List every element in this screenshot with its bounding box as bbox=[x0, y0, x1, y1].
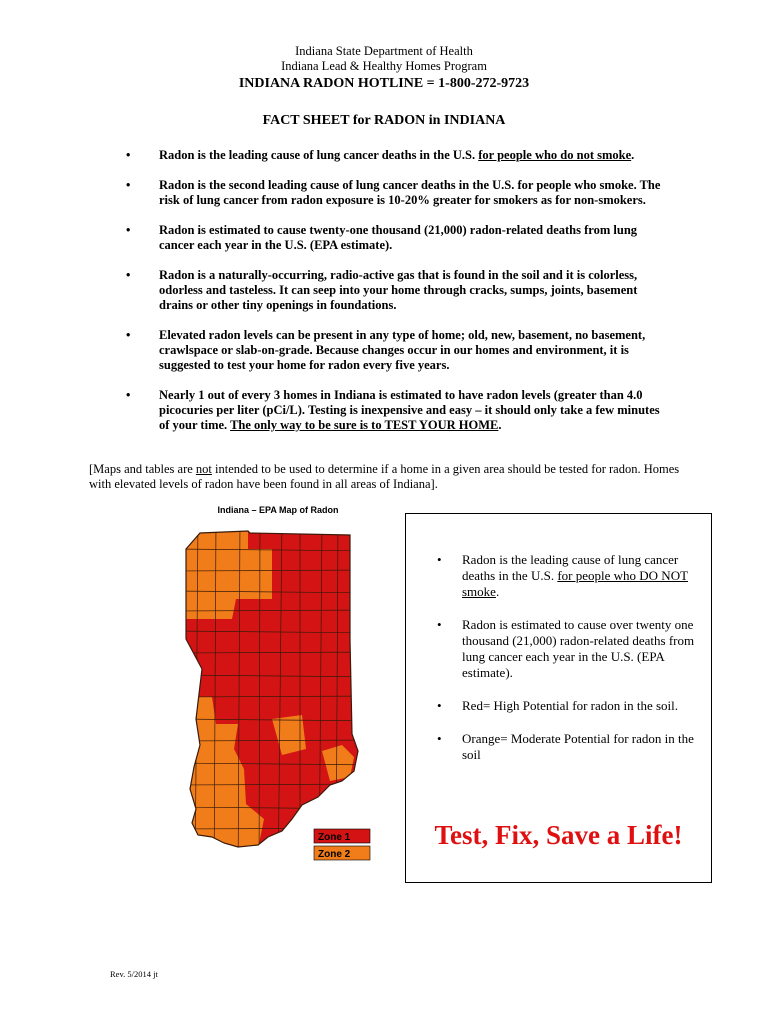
fact-list bbox=[0, 148, 768, 448]
slogan: Test, Fix, Save a Life! bbox=[434, 820, 683, 850]
bullet-icon: • bbox=[126, 148, 131, 162]
bullet-icon: • bbox=[437, 698, 442, 713]
fact-item: • Elevated radon levels can be present in any type of home; old, new, basement, no basement, crawlspace or slab-on-grade. Because changes occur in our homes and environment, it is suggested to test your home for radon every five years. bbox=[126, 328, 646, 372]
bullet-icon: • bbox=[126, 223, 131, 237]
radon-map bbox=[172, 505, 384, 890]
bullet-icon: • bbox=[126, 178, 131, 192]
program-name: Indiana Lead & Healthy Homes Program bbox=[281, 59, 487, 73]
map-legend bbox=[314, 829, 370, 860]
bullet-icon: • bbox=[437, 731, 442, 746]
info-item: • Orange= Moderate Potential for radon in the soil bbox=[437, 731, 694, 762]
fact-item: • Radon is estimated to cause twenty-one thousand (21,000) radon-related deaths from lung cancer each year in the U.S. (EPA estimate). bbox=[126, 223, 638, 252]
info-item: • Red= High Potential for radon in the soil. bbox=[437, 698, 679, 713]
fact-item: • Nearly 1 out of every 3 homes in Indiana is estimated to have radon levels (greater than 4.0 picocuries per liter (pCi/L). Testing is inexpensive and easy – it should only take a few minutes of your time. The only way to be sure is to TEST YOUR HOME. bbox=[126, 388, 660, 432]
info-list bbox=[406, 552, 711, 780]
bullet-icon: • bbox=[126, 328, 131, 342]
bullet-icon: • bbox=[126, 388, 131, 402]
document-header bbox=[0, 44, 768, 93]
fact-sheet-title: FACT SHEET for RADON in INDIANA bbox=[262, 113, 506, 128]
radon-hotline: INDIANA RADON HOTLINE = 1-800-272-9723 bbox=[238, 76, 530, 91]
fact-item: • Radon is a naturally-occurring, radio-active gas that is found in the soil and it is colorless, odorless and tasteless. It can seep into your home through cracks, sumps, joints, basement drains or other tiny openings in foundations. bbox=[126, 268, 638, 312]
bullet-icon: • bbox=[126, 268, 131, 282]
map-disclaimer: [Maps and tables are not intended to be used to determine if a home in a given area should be tested for radon. Homes with elevated levels of radon have been found in all areas of Indiana]. bbox=[89, 462, 680, 491]
indiana-map-graphic bbox=[172, 519, 384, 889]
fact-item: • Radon is the leading cause of lung cancer deaths in the U.S. for people who do not smoke. bbox=[126, 148, 635, 162]
legend-zone2-label: Zone 2 bbox=[318, 849, 351, 860]
map-title: Indiana – EPA Map of Radon bbox=[217, 505, 339, 515]
revision-note: Rev. 5/2014 jt bbox=[110, 969, 158, 979]
department-name: Indiana State Department of Health bbox=[295, 44, 473, 58]
info-item: • Radon is the leading cause of lung cancer deaths in the U.S. for people who DO NOT smoke. bbox=[437, 552, 689, 599]
bullet-icon: • bbox=[437, 617, 442, 632]
fact-item: • Radon is the second leading cause of lung cancer deaths in the U.S. for people who smoke. The risk of lung cancer from radon exposure is 10-20% greater for smokers as for non-smokers. bbox=[126, 178, 661, 207]
info-item: • Radon is estimated to cause over twenty one thousand (21,000) radon-related deaths from lung cancer each year in the U.S. (EPA estimate). bbox=[437, 617, 695, 680]
legend-zone1-label: Zone 1 bbox=[318, 832, 351, 843]
bullet-icon: • bbox=[437, 552, 442, 567]
